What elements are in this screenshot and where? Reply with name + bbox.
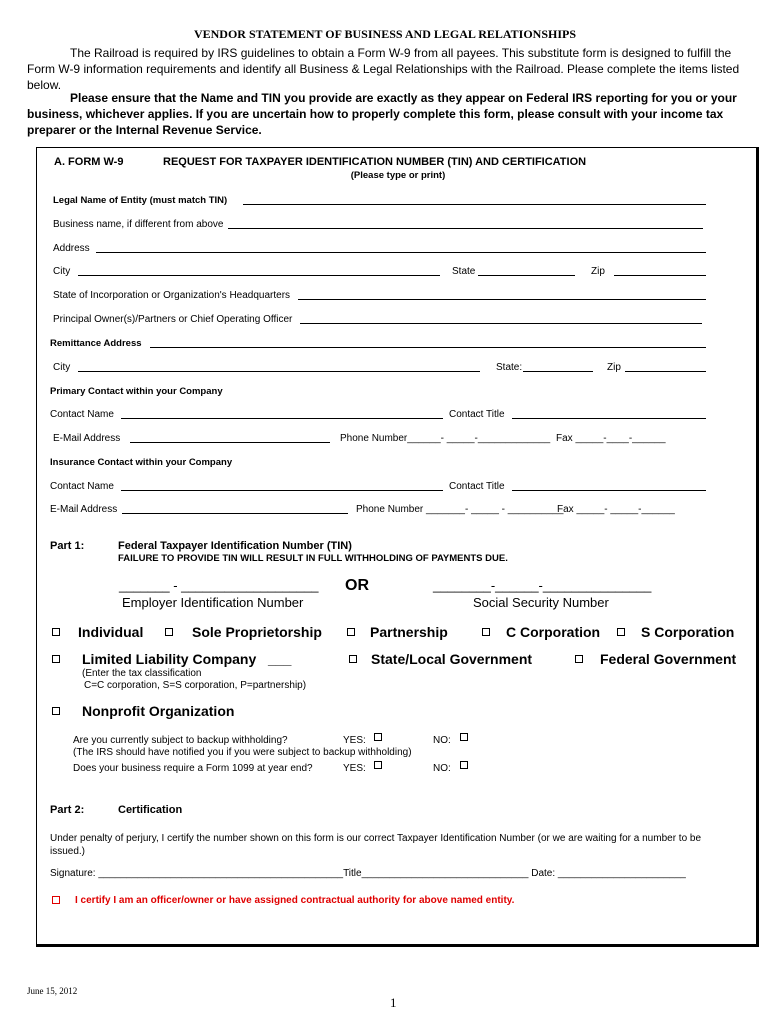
- sole-proprietorship-label: Sole Proprietorship: [192, 624, 322, 640]
- state-local-government-label: State/Local Government: [371, 651, 533, 667]
- state2-label: State:: [496, 362, 523, 373]
- section-a-label: A. FORM W-9: [54, 156, 124, 168]
- c-corporation-checkbox[interactable]: [482, 628, 490, 636]
- principal-field[interactable]: [300, 323, 702, 324]
- principal-label: Principal Owner(s)/Partners or Chief Operating Officer: [53, 314, 293, 325]
- contact-name-field[interactable]: [121, 418, 443, 419]
- zip-label: Zip: [591, 266, 605, 277]
- city-label: City: [53, 266, 71, 277]
- ein-field[interactable]: _______ - ___________________: [119, 578, 319, 593]
- ins-contact-title-label: Contact Title: [449, 481, 505, 492]
- certify-checkbox[interactable]: [52, 896, 60, 904]
- intro-paragraph: The Railroad is required by IRS guidelines to obtain a Form W-9 from all payees. This substitute form is designed to fulfill the Form W-9 information requirements and identify all Business & Legal Relationships with the Railroad. Please complete the items listed below.: [27, 46, 740, 92]
- c-corporation-label: C Corporation: [506, 624, 601, 640]
- individual-checkbox[interactable]: [52, 628, 60, 636]
- business-name-label: Business name, if different from above: [53, 219, 224, 230]
- insurance-contact-heading: Insurance Contact within your Company: [50, 457, 233, 468]
- individual-label: Individual: [78, 624, 144, 640]
- ins-email-field[interactable]: [122, 513, 348, 514]
- contact-title-label: Contact Title: [449, 409, 505, 420]
- certify-text: I certify I am an officer/owner or have assigned contractual authority for above named entity.: [75, 895, 515, 906]
- footer-date: June 15, 2012: [27, 986, 78, 996]
- ins-contact-name-field[interactable]: [121, 490, 443, 491]
- contact-title-field[interactable]: [512, 418, 706, 419]
- remittance-field[interactable]: [150, 347, 706, 348]
- state-local-government-checkbox[interactable]: [349, 655, 357, 663]
- section-a-heading: REQUEST FOR TAXPAYER IDENTIFICATION NUMBER (TIN) AND CERTIFICATION: [163, 156, 587, 168]
- federal-government-checkbox[interactable]: [575, 655, 583, 663]
- ins-phone-field[interactable]: Phone Number _______- _____ - __________: [356, 504, 564, 515]
- ins-contact-name-label: Contact Name: [50, 481, 114, 492]
- email-field[interactable]: [130, 442, 330, 443]
- ein-label: Employer Identification Number: [122, 595, 304, 610]
- part1-label: Part 1:: [50, 540, 85, 552]
- nonprofit-checkbox[interactable]: [52, 707, 60, 715]
- partnership-label: Partnership: [370, 624, 448, 640]
- zip-field[interactable]: [614, 275, 706, 276]
- form1099-yes-checkbox[interactable]: [374, 761, 382, 769]
- ins-contact-title-field[interactable]: [512, 490, 706, 491]
- address-field[interactable]: [96, 252, 706, 253]
- s-corporation-label: S Corporation: [641, 624, 735, 640]
- llc-classification-field[interactable]: ___: [268, 651, 292, 667]
- incorporation-field[interactable]: [298, 299, 706, 300]
- part2-label: Part 2:: [50, 804, 85, 816]
- backup-yes-label: YES:: [343, 735, 366, 746]
- s-corporation-checkbox[interactable]: [617, 628, 625, 636]
- fax-field[interactable]: Fax _____-____-______: [556, 433, 666, 444]
- city-field[interactable]: [78, 275, 440, 276]
- form1099-question: Does your business require a Form 1099 at year end?: [73, 763, 313, 774]
- state-field[interactable]: [478, 275, 575, 276]
- city2-field[interactable]: [78, 371, 480, 372]
- incorporation-label: State of Incorporation or Organization's Headquarters: [53, 290, 291, 301]
- city2-label: City: [53, 362, 71, 373]
- ssn-label: Social Security Number: [473, 595, 609, 610]
- backup-yes-checkbox[interactable]: [374, 733, 382, 741]
- form1099-no-checkbox[interactable]: [460, 761, 468, 769]
- page-number: 1: [390, 995, 397, 1010]
- zip2-label: Zip: [607, 362, 621, 373]
- or-text: OR: [345, 577, 369, 594]
- remittance-label: Remittance Address: [50, 338, 142, 349]
- address-label: Address: [53, 243, 90, 254]
- backup-note: (The IRS should have notified you if you were subject to backup withholding): [73, 747, 412, 758]
- business-name-field[interactable]: [228, 228, 703, 229]
- ins-fax-field[interactable]: Fax _____- _____-______: [557, 504, 675, 515]
- llc-label: Limited Liability Company: [82, 651, 257, 667]
- sole-proprietorship-checkbox[interactable]: [165, 628, 173, 636]
- contact-name-label: Contact Name: [50, 409, 114, 420]
- form1099-yes-label: YES:: [343, 763, 366, 774]
- llc-note-line1: (Enter the tax classification: [82, 668, 202, 679]
- federal-government-label: Federal Government: [600, 651, 737, 667]
- legal-name-label: Legal Name of Entity (must match TIN): [53, 195, 228, 206]
- ssn-field[interactable]: ________-______-_______________: [433, 578, 652, 593]
- signature-line[interactable]: Signature: ____________________________________________Title______________________________ Date: _______________________: [50, 868, 686, 879]
- backup-no-label: NO:: [433, 735, 451, 746]
- zip2-field[interactable]: [625, 371, 706, 372]
- primary-contact-heading: Primary Contact within your Company: [50, 386, 223, 397]
- partnership-checkbox[interactable]: [347, 628, 355, 636]
- certification-text: Under penalty of perjury, I certify the number shown on this form is our correct Taxpayer Identification Number (or we are waiting for a number to be issued.): [50, 833, 702, 857]
- warning-paragraph: Please ensure that the Name and TIN you provide are exactly as they appear on Federal IRS reporting for you or your business, whichever applies. If you are uncertain how to properly complete this form, please consult with your income tax preparer or the Internal Revenue Service.: [27, 91, 737, 137]
- email-label: E-Mail Address: [53, 433, 121, 444]
- nonprofit-label: Nonprofit Organization: [82, 703, 235, 719]
- legal-name-field[interactable]: [243, 204, 706, 205]
- phone-field[interactable]: Phone Number______- _____-_____________: [340, 433, 551, 444]
- part2-heading: Certification: [118, 804, 183, 816]
- part1-heading: Federal Taxpayer Identification Number (TIN): [118, 540, 352, 552]
- ins-email-label: E-Mail Address: [50, 504, 118, 515]
- state2-field[interactable]: [523, 371, 593, 372]
- form1099-no-label: NO:: [433, 763, 451, 774]
- llc-note-line2: C=C corporation, S=S corporation, P=partnership): [84, 680, 307, 691]
- llc-checkbox[interactable]: [52, 655, 60, 663]
- state-label: State: [452, 266, 476, 277]
- backup-question: Are you currently subject to backup withholding?: [73, 735, 288, 746]
- document-title: VENDOR STATEMENT OF BUSINESS AND LEGAL RELATIONSHIPS: [193, 27, 577, 41]
- backup-no-checkbox[interactable]: [460, 733, 468, 741]
- part1-subheading: FAILURE TO PROVIDE TIN WILL RESULT IN FULL WITHHOLDING OF PAYMENTS DUE.: [118, 553, 508, 564]
- section-a-subheading: (Please type or print): [350, 170, 446, 181]
